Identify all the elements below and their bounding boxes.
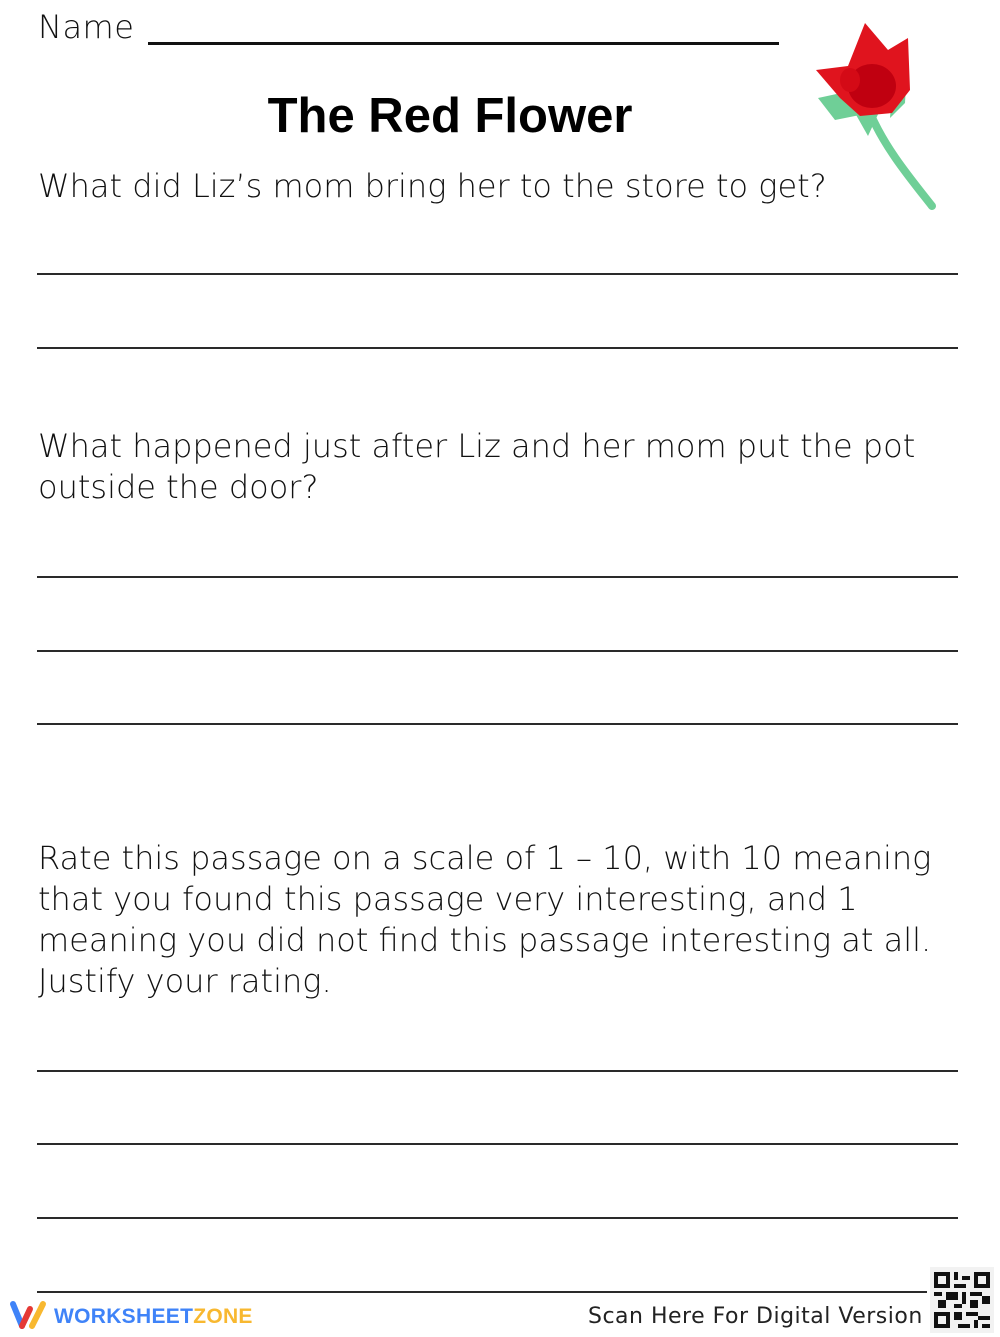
qr-code-icon[interactable] — [930, 1267, 994, 1333]
answer-line-q3-2[interactable] — [37, 1143, 958, 1145]
answer-line-q2-3[interactable] — [37, 723, 958, 725]
answer-line-q3-1[interactable] — [37, 1070, 958, 1072]
answer-line-q2-2[interactable] — [37, 650, 958, 652]
question-3: Rate this passage on a scale of 1 – 10, with 10 meaning that you found this passage very interesting, and 1 meaning you did not find this passage interesting at all. Justify your rating. — [38, 839, 932, 1000]
answer-line-q3-4[interactable] — [37, 1291, 927, 1293]
answer-line-q3-3[interactable] — [37, 1217, 958, 1219]
brand-name-part1: WORKSHEET — [54, 1305, 194, 1328]
scan-instruction: Scan Here For Digital Version — [588, 1304, 923, 1329]
question-1: What did Liz’s mom bring her to the store to get? — [38, 167, 827, 205]
logo-w-icon — [8, 1299, 48, 1335]
worksheet-zone-logo[interactable] — [8, 1300, 253, 1334]
answer-line-q1-2[interactable] — [37, 347, 958, 349]
answer-line-q2-1[interactable] — [37, 576, 958, 578]
name-input-line[interactable] — [148, 42, 779, 45]
brand-name-part2: ZONE — [193, 1305, 253, 1328]
question-2: What happened just after Liz and her mom put the pot outside the door? — [38, 427, 916, 506]
answer-line-q1-1[interactable] — [37, 273, 958, 275]
name-label: Name — [38, 8, 135, 46]
worksheet-title: The Red Flower — [267, 89, 633, 143]
